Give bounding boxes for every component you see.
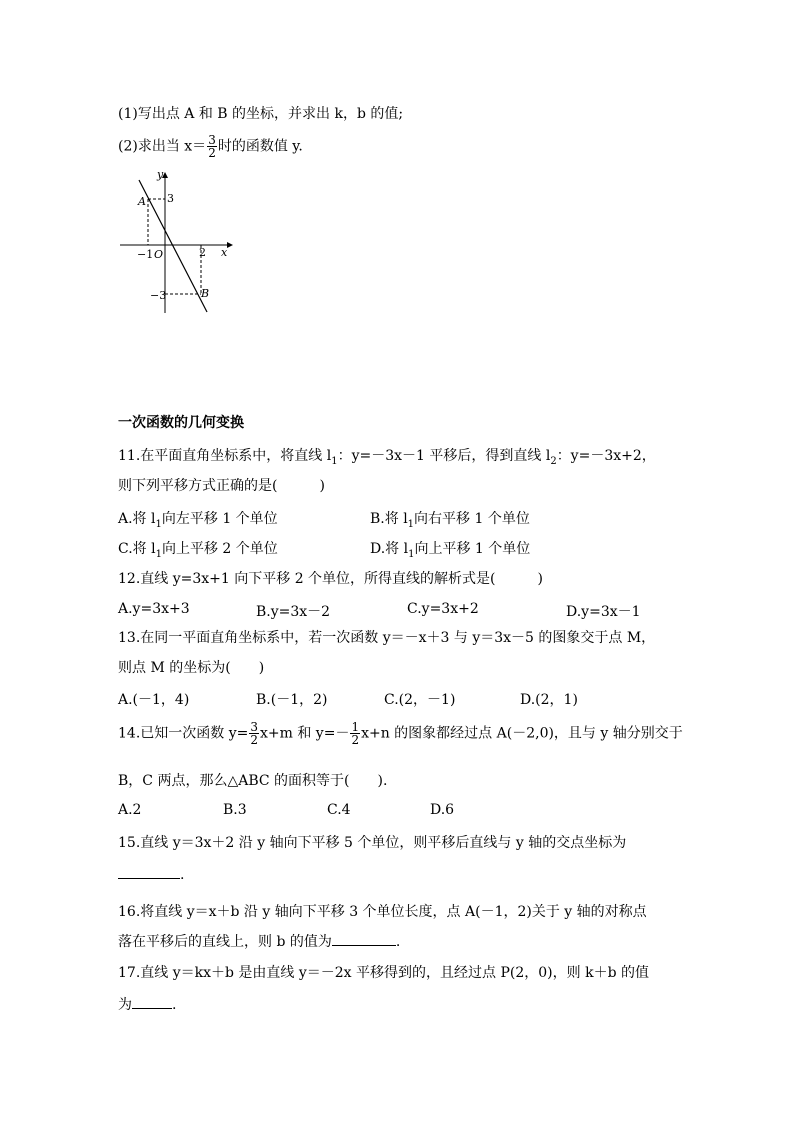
q11-option-c: C.将 $l_1$向上平移 2 个单位	[118, 541, 278, 560]
q11-line-2: 则下列平移方式正确的是( )	[118, 478, 325, 494]
question-part-1: (1)写出点 A 和 B 的坐标，并求出 k，b 的值;	[118, 106, 404, 122]
q17-answer-blank[interactable]	[132, 994, 172, 1009]
q2-suffix: 时的函数值 y.	[217, 138, 303, 155]
q16-line-1: 16.将直线 y＝x＋b 沿 y 轴向下平移 3 个单位长度，点 A(－1，2)关于 y 轴的对称点	[118, 904, 647, 920]
q15-line-1: 15.直线 y＝3x＋2 沿 y 轴向下平移 5 个单位，则平移后直线与 y 轴的交点坐标为	[118, 835, 627, 851]
tick-y-positive: 3	[167, 192, 174, 205]
q15-answer-blank[interactable]	[118, 864, 180, 879]
q2-prefix: (2)求出当 x＝	[118, 138, 207, 155]
q12-stem: 12.直线 y=3x+1 向下平移 2 个单位，所得直线的解析式是( )	[118, 571, 543, 587]
q17-line-2: 为 .	[118, 994, 176, 1014]
q11-option-a: A.将 $l_1$向左平移 1 个单位	[118, 511, 278, 530]
q16-answer-blank[interactable]	[332, 931, 396, 946]
q16-line-2: 落在平移后的直线上，则 b 的值为 .	[118, 931, 400, 951]
q14-line-1: 14.已知一次函数 y= $\frac{3}{2}$ x+m 和 y=－ $\frac{1}{2}$ x+n 的图象都经过点 A(－2,0)，且与 y 轴分别交于	[118, 720, 683, 747]
q14-option-c: C.4	[327, 802, 351, 818]
q14-line-2: B，C 两点，那么△ABC 的面积等于( ).	[118, 773, 388, 789]
q13-line-2: 则点 M 的坐标为( )	[118, 660, 265, 676]
y-axis-label: y	[157, 168, 164, 181]
q14-option-b: B.3	[223, 802, 247, 818]
q13-option-c: C.(2，－1)	[384, 692, 456, 708]
fraction-one-half-q14: $\frac{1}{2}$	[351, 720, 360, 747]
q12-option-c: C.y=3x+2	[407, 601, 479, 617]
question-part-2	[118, 134, 303, 159]
q13-line-1: 13.在同一平面直角坐标系中，若一次函数 y＝－x＋3 与 y＝3x－5 的图象交于点 M，	[118, 630, 656, 646]
q13-option-a: A.(－1，4)	[118, 692, 190, 708]
q17-line-1: 17.直线 y＝kx＋b 是由直线 y＝－2x 平移得到的，且经过点 P(2，0)，则 k＋b 的值	[118, 965, 649, 981]
q11-option-b: B.将 $l_1$向右平移 1 个单位	[370, 511, 530, 530]
q12-option-b: B.y=3x－2	[256, 604, 331, 620]
tick-x-negative: −1	[137, 248, 154, 261]
q12-option-d: D.y=3x－1	[566, 604, 641, 620]
q14-option-d: D.6	[430, 802, 455, 818]
q11-line-1: 11.在平面直角坐标系中，将直线 $l_1$：y=－3x－1 平移后，得到直线 $l_2$：y=－3x+2，	[118, 448, 656, 467]
x-axis-label: x	[221, 246, 228, 259]
q14-option-a: A.2	[118, 802, 142, 818]
point-b-label: B	[201, 287, 210, 300]
q15-line-2: .	[118, 864, 184, 883]
coordinate-graph	[115, 168, 235, 318]
section-title: 一次函数的几何变换	[118, 415, 244, 431]
fraction-three-halves-q14: $\frac{3}{2}$	[250, 720, 258, 747]
x-axis-arrow	[227, 242, 233, 248]
q12-option-a: A.y=3x+3	[118, 601, 190, 617]
q13-option-b: B.(－1，2)	[256, 692, 328, 708]
origin-label: O	[154, 248, 164, 261]
q13-option-d: D.(2，1)	[520, 692, 578, 708]
tick-y-negative: −3	[150, 289, 167, 302]
q11-option-d: D.将 $l_1$向上平移 1 个单位	[370, 541, 531, 560]
fraction-three-halves: $\frac{3}{2}$	[208, 133, 216, 160]
point-a-label: A	[138, 195, 146, 208]
tick-x-positive: 2	[199, 246, 206, 259]
